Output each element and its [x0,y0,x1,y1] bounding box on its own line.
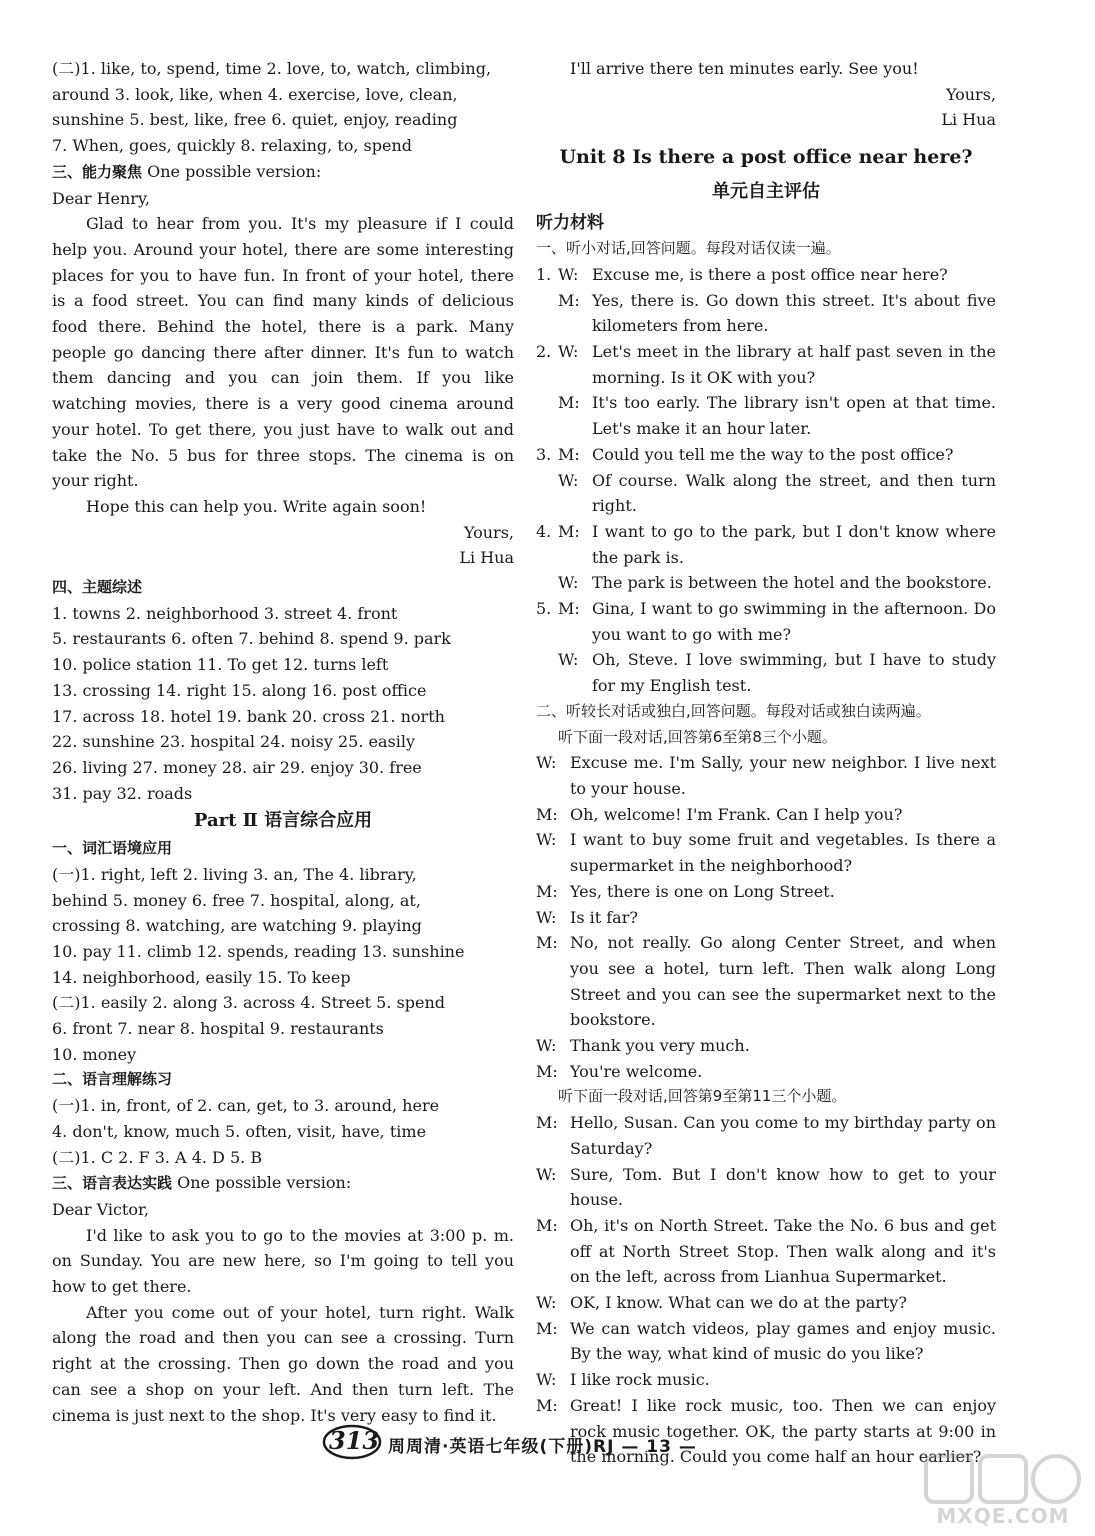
answer-line: (一)1. in, front, of 2. can, get, to 3. around, here [52,1096,440,1116]
dialog-line [536,570,996,596]
speaker-label: M: [558,521,580,541]
part-2-title: Part Ⅱ 语言综合应用 [193,810,373,832]
answer-line: (二)1. C 2. F 3. A 4. D 5. B [52,1147,263,1167]
speaker-label: W: [536,907,557,927]
answer-line: 31. pay 32. roads [52,783,193,803]
dialog-line [536,519,996,570]
answer-line: behind 5. money 6. free 7. hospital, along, at, [52,890,421,910]
letter2-greeting: Dear Victor, [52,1199,149,1219]
conversation-line [536,930,996,1033]
conversation-text: Thank you very much. [570,1036,750,1056]
answer-line: 5. restaurants 6. often 7. behind 8. spend 9. park [52,629,451,649]
footer-title: 周周清·英语七年级(下册)RJ — 13 — [388,1437,697,1457]
letter-signature: Li Hua [941,110,996,130]
speaker-label: M: [536,1113,558,1133]
speaker-label: M: [536,1395,558,1415]
letter1-yours: Yours, [463,522,514,542]
answer-line: (二)1. easily 2. along 3. across 4. Street 5. spend [52,993,445,1013]
dialog-text: Yes, there is. Go down this street. It's about five kilometers from here. [592,290,996,336]
conversation2 [536,1110,996,1470]
conversation-line [536,1033,996,1059]
dialog-number [536,288,558,339]
dialog-number: 4. [536,521,552,541]
letter-continued-line: I'll arrive there ten minutes early. See you! [570,59,919,78]
speaker-label: W: [536,830,557,850]
dialog-item [536,262,996,339]
speaker-label: W: [536,1036,557,1056]
conversation-line [536,1367,996,1393]
speaker-label: M: [536,933,558,953]
dialog-text: The park is between the hotel and the bookstore. [592,573,992,593]
dialog-line [536,468,996,519]
dialog-item [536,596,996,699]
conversation-line [536,802,996,828]
conversation-text: Hello, Susan. Can you come to my birthday party on Saturday? [570,1113,996,1158]
dialog-number [536,468,558,519]
conversation-text: OK, I know. What can we do at the party? [570,1293,907,1313]
conversation-line [536,750,996,801]
conversation-text: No, not really. Go along Center Street, and when you see a hotel, turn left. Then walk along Long Street and you can see the supermarket next to the bookstore. [570,933,996,1030]
speaker-label: M: [558,290,580,310]
dialog-line [536,339,996,390]
conversation-line [536,1059,996,1085]
conversation-line [536,1316,996,1367]
answer-line: 14. neighborhood, easily 15. To keep [52,967,351,987]
conversation-text: I like rock music. [570,1370,710,1390]
dialog-text: Of course. Walk along the street, and then turn right. [592,470,996,516]
answer-line: around 3. look, like, when 4. exercise, love, clean, [52,84,458,104]
speaker-label: W: [558,470,579,490]
right-column [536,56,996,1470]
letter1-greeting: Dear Henry, [52,188,150,208]
answer-line: (二)1. like, to, spend, time 2. love, to, watch, climbing, [52,59,492,78]
speaker-label: M: [536,881,558,901]
dialog-text: Excuse me, is there a post office near here? [592,264,948,284]
speaker-label: W: [536,1164,557,1184]
answer-line: 4. don't, know, much 5. often, visit, have, time [52,1121,427,1141]
conversation1 [536,750,996,1084]
dialog-line [536,390,996,441]
dialog-text: Could you tell me the way to the post office? [592,444,954,464]
conversation-text: I want to buy some fruit and vegetables. Is there a supermarket in the neighborhood? [570,830,996,876]
dialog-line [536,442,996,468]
dialog-text: I want to go to the park, but I don't know where the park is. [592,521,996,567]
speaker-label: M: [558,599,580,619]
answer-line: 6. front 7. near 8. hospital 9. restaurants [52,1019,384,1039]
dialog-line [536,647,996,698]
answer-line: 17. across 18. hotel 19. bank 20. cross 21. north [52,706,445,726]
conversation-line [536,1290,996,1316]
watermark-text: MXQE.COM [936,1504,1070,1528]
conversation-text: Sure, Tom. But I don't know how to get to your house. [570,1164,996,1210]
publisher-logo [322,1418,386,1462]
speaker-label: W: [536,1293,557,1313]
answer-line: (一)1. right, left 2. living 3. an, The 4. library, [52,864,417,884]
dialog-number [536,570,558,596]
part2-section2-heading: 二、语言理解练习 [52,1070,173,1089]
answer-line: 7. When, goes, quickly 8. relaxing, to, spend [52,136,413,156]
speaker-label: M: [558,393,580,413]
dialog-number: 2. [536,342,552,362]
letter1-signature: Li Hua [459,548,514,568]
conversation-text: Oh, welcome! I'm Frank. Can I help you? [570,804,903,824]
letter1-body: Glad to hear from you. It's my pleasure if I could help you. Around your hotel, there are some interesting places for you to have fun. In front of your hotel, there is a food street. You can find many kinds of delicious food there. Behind the hotel, there is a park. Many people go dancing there after dinner. It's fun to watch them dancing and you can join them. If you like watching movies, there is a very good cinema around your hotel. To get there, you just have to walk out and take the No. 5 bus for three stops. The cinema is on your right. [52,214,514,491]
speaker-label: W: [558,342,579,362]
unit-subtitle: 单元自主评估 [712,180,820,202]
speaker-label: M: [536,1061,558,1081]
speaker-label: W: [536,753,557,773]
answer-line: 13. crossing 14. right 15. along 16. post office [52,680,427,700]
conversation-text: Excuse me. I'm Sally, your new neighbor. I live next to your house. [570,753,996,798]
conversation-text: Great! I like rock music, too. Then we can enjoy rock music together. OK, the party starts at 9:00 in the morning. Could you come half an hour earlier? [570,1395,996,1467]
speaker-label: M: [536,804,558,824]
answer-line: 10. pay 11. climb 12. spends, reading 13. sunshine [52,941,465,961]
conversation1-intro: 听下面一段对话,回答第6至第8三个小题。 [558,727,837,746]
speaker-label: M: [536,1215,558,1235]
conversation2-intro: 听下面一段对话,回答第9至第11三个小题。 [558,1087,847,1106]
dialog-line [536,596,996,647]
speaker-label: W: [558,264,579,284]
conversation-text: Oh, it's on North Street. Take the No. 6 bus and get off at North Street Stop. Then walk along and it's on the left, across from Lianhua Supermarket. [570,1215,996,1287]
watermark-seal-icon [918,1452,1088,1508]
part2-section3-heading: 三、语言表达实践 One possible version: [52,1173,352,1193]
letter1-closing: Hope this can help you. Write again soon! [86,496,427,516]
part2-section2-answers [52,1093,514,1170]
conversation-line [536,1213,996,1290]
dialog-item [536,339,996,442]
left-column [52,56,514,1428]
listening-part1-heading: 一、听小对话,回答问题。每段对话仅读一遍。 [536,239,841,258]
answer-line: 10. money [52,1044,137,1064]
letter-yours: Yours, [945,84,996,104]
dialog-line [536,288,996,339]
answer-line: sunshine 5. best, like, free 6. quiet, enjoy, reading [52,110,458,130]
conversation-text: Is it far? [570,907,638,927]
answer-line: 22. sunshine 23. hospital 24. noisy 25. easily [52,732,415,752]
dialog-item [536,442,996,519]
dialog-number: 5. [536,599,552,619]
section-2-answers [52,56,514,159]
speaker-label: W: [536,1370,557,1390]
part2-section1-answers [52,862,514,1068]
speaker-label: W: [558,573,579,593]
dialog-text: Let's meet in the library at half past seven in the morning. Is it OK with you? [592,342,996,387]
conversation-line [536,827,996,878]
short-dialogs [536,262,996,699]
dialog-number: 3. [536,444,552,464]
svg-text:313: 313 [328,1426,380,1455]
listening-heading: 听力材料 [536,212,604,233]
answer-line: 26. living 27. money 28. air 29. enjoy 30. free [52,757,422,777]
letter2-para1: I'd like to ask you to go to the movies at 3:00 p. m. on Sunday. You are new here, so I'm going to tell you how to get there. [52,1225,514,1297]
speaker-label: W: [558,650,579,670]
part2-section1-heading: 一、词汇语境应用 [52,839,173,858]
conversation-line [536,879,996,905]
site-watermark [918,1452,1088,1532]
answer-line: crossing 8. watching, are watching 9. playing [52,916,422,936]
conversation-line [536,905,996,931]
dialog-item [536,519,996,596]
conversation-line [536,1110,996,1161]
section-4-heading: 四、主题综述 [52,578,143,597]
conversation-text: You're welcome. [570,1061,703,1081]
dialog-number: 1. [536,264,552,284]
answer-line: 1. towns 2. neighborhood 3. street 4. front [52,603,398,623]
dialog-number [536,647,558,698]
answer-line: 10. police station 11. To get 12. turns left [52,655,389,675]
letter2-para2: After you come out of your hotel, turn right. Walk along the road and then you can see a crossing. Turn right at the crossing. Then go down the road and you can see a shop on your left. And then turn left. The cinema is just next to the shop. It's very easy to find it. [52,1302,514,1425]
dialog-text: It's too early. The library isn't open at that time. Let's make it an hour later. [592,393,996,439]
section-4-answers [52,601,514,807]
dialog-text: Oh, Steve. I love swimming, but I have to study for my English test. [592,650,996,696]
section-3-heading: 三、能力聚焦 One possible version: [52,161,322,181]
unit-title: Unit 8 Is there a post office near here? [559,146,973,169]
speaker-label: M: [536,1318,558,1338]
conversation-text: Yes, there is one on Long Street. [570,881,835,901]
listening-part2-heading: 二、听较长对话或独白,回答问题。每段对话或独白读两遍。 [536,701,931,720]
conversation-text: We can watch videos, play games and enjoy music. By the way, what kind of music do you like? [570,1318,996,1364]
dialog-number [536,390,558,441]
dialog-line [536,262,996,288]
speaker-label: M: [558,444,580,464]
dialog-text: Gina, I want to go swimming in the afternoon. Do you want to go with me? [592,599,996,644]
conversation-line [536,1162,996,1213]
